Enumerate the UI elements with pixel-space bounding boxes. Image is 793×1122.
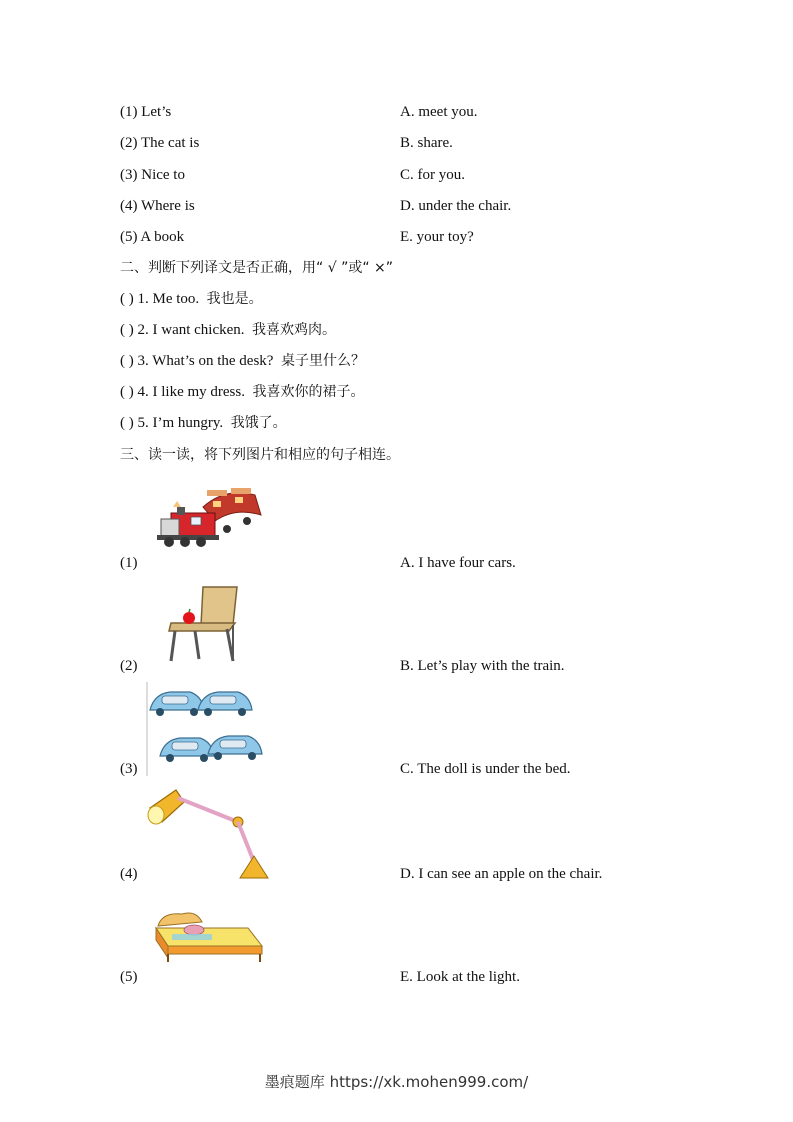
judge-item-5 xyxy=(120,414,287,432)
train-picture xyxy=(155,485,263,551)
answer-blank[interactable]: ( ) xyxy=(120,353,134,369)
answer-blank[interactable]: ( ) xyxy=(120,322,134,338)
match-left-5: (5) A book xyxy=(120,229,185,245)
section3-title: 三、读一读，将下列图片和相应的句子相连。 xyxy=(120,447,400,463)
chair-with-apple-picture xyxy=(165,585,245,665)
item-english: 1. Me too. xyxy=(137,291,200,307)
lamp-picture xyxy=(146,786,270,880)
section2-title: 二、判断下列译文是否正确，用“ √ ”或“ ×” xyxy=(120,260,394,276)
item-chinese: 我饿了。 xyxy=(230,415,287,431)
picture-number-1: (1) xyxy=(120,555,138,571)
judge-item-3 xyxy=(120,352,365,370)
item-chinese: 我喜欢你的裙子。 xyxy=(252,384,365,400)
picture-number-2: (2) xyxy=(120,658,138,674)
match-left-1: (1) Let’s xyxy=(120,104,172,120)
item-chinese: 我也是。 xyxy=(206,291,263,307)
sentence-b: B. Let’s play with the train. xyxy=(400,658,565,674)
sentence-c: C. The doll is under the bed. xyxy=(400,761,571,777)
item-chinese: 桌子里什么？ xyxy=(280,353,365,369)
match-right-e: E. your toy? xyxy=(400,229,474,245)
item-chinese: 我喜欢鸡肉。 xyxy=(252,322,337,338)
picture-number-4: (4) xyxy=(120,866,138,882)
match-right-b: B. share. xyxy=(400,135,453,151)
match-right-a: A. meet you. xyxy=(400,104,478,120)
answer-blank[interactable]: ( ) xyxy=(120,291,134,307)
answer-blank[interactable]: ( ) xyxy=(120,384,134,400)
judge-item-2 xyxy=(120,321,336,339)
match-left-2: (2) The cat is xyxy=(120,135,200,151)
item-english: 5. I’m hungry. xyxy=(137,415,224,431)
sentence-e: E. Look at the light. xyxy=(400,969,520,985)
bed-with-doll-picture xyxy=(152,908,264,962)
item-english: 2. I want chicken. xyxy=(137,322,245,338)
match-right-d: D. under the chair. xyxy=(400,198,512,214)
picture-number-5: (5) xyxy=(120,969,138,985)
footer-watermark: 墨痕题库 https://xk.mohen999.com/ xyxy=(264,1073,529,1091)
match-left-4: (4) Where is xyxy=(120,198,195,214)
four-cars-picture xyxy=(146,682,270,776)
picture-number-3: (3) xyxy=(120,761,138,777)
sentence-a: A. I have four cars. xyxy=(400,555,516,571)
answer-blank[interactable]: ( ) xyxy=(120,415,134,431)
judge-item-1 xyxy=(120,290,263,308)
match-right-c: C. for you. xyxy=(400,167,465,183)
sentence-d: D. I can see an apple on the chair. xyxy=(400,866,603,882)
judge-item-4 xyxy=(120,383,364,401)
item-english: 3. What’s on the desk? xyxy=(137,353,274,369)
item-english: 4. I like my dress. xyxy=(137,384,245,400)
match-left-3: (3) Nice to xyxy=(120,167,185,183)
